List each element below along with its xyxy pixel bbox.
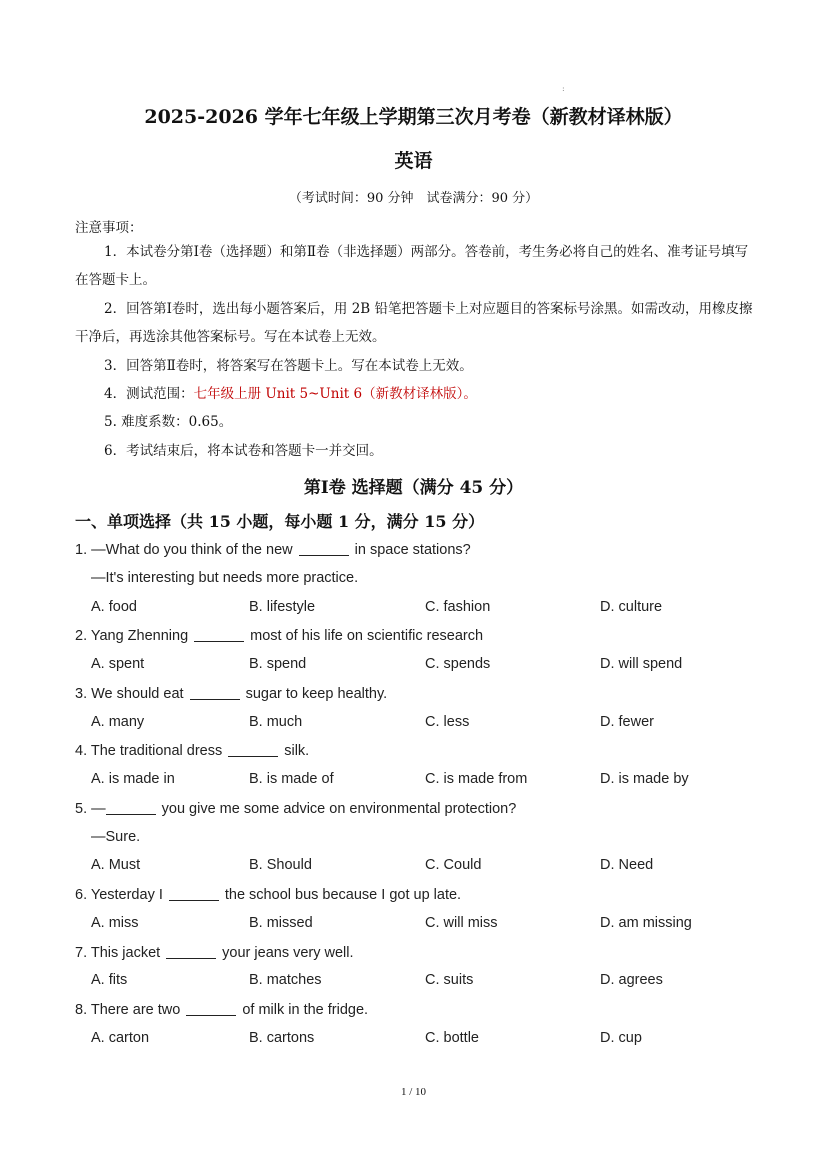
option-3d: D. fewer bbox=[600, 714, 654, 730]
question-stem-pre: 4. The traditional dress bbox=[75, 743, 223, 759]
option-8b: B. cartons bbox=[249, 1030, 315, 1046]
option-3a: A. many bbox=[91, 714, 145, 730]
option-4a: A. is made in bbox=[91, 771, 175, 787]
note-item-3: 3．回答第Ⅱ卷时，将答案写在答题卡上。写在本试卷上无效。 bbox=[104, 358, 473, 374]
question-2 bbox=[75, 627, 483, 644]
part-title: 一、单项选择（共 15 小题，每小题 1 分，满分 15 分） bbox=[75, 512, 485, 531]
option-2a: A. spent bbox=[91, 656, 145, 672]
answer-blank bbox=[190, 685, 240, 700]
question-stem-pre: 2. Yang Zhenning bbox=[75, 628, 189, 644]
option-6d: D. am missing bbox=[600, 915, 692, 931]
question-stem-pre: 5. — bbox=[75, 801, 106, 817]
exam-info: （考试时间：90 分钟 试卷满分：90 分） bbox=[288, 191, 539, 206]
option-7a: A. fits bbox=[91, 972, 128, 988]
answer-blank bbox=[106, 800, 156, 815]
question-stem-pre: 7. This jacket bbox=[75, 945, 161, 961]
page-title: 2025-2026 学年七年级上学期第三次月考卷（新教材译林版） bbox=[144, 106, 683, 128]
option-6c: C. will miss bbox=[425, 915, 498, 931]
option-8d: D. cup bbox=[600, 1030, 642, 1046]
option-5c: C. Could bbox=[425, 857, 482, 873]
answer-blank bbox=[299, 541, 349, 556]
option-2c: C. spends bbox=[425, 656, 491, 672]
notes-heading: 注意事项： bbox=[75, 220, 143, 236]
question-4 bbox=[75, 742, 309, 759]
option-8c: C. bottle bbox=[425, 1030, 479, 1046]
option-4b: B. is made of bbox=[249, 771, 334, 787]
answer-blank bbox=[194, 627, 244, 642]
option-4c: C. is made from bbox=[425, 771, 528, 787]
question-1-reply: —It's interesting but needs more practice. bbox=[91, 570, 359, 586]
section-title: 第Ⅰ卷 选择题（满分 45 分） bbox=[303, 478, 524, 498]
question-stem-pre: 8. There are two bbox=[75, 1002, 181, 1018]
option-6b: B. missed bbox=[249, 915, 313, 931]
corner-mark: : bbox=[562, 84, 565, 93]
option-7d: D. agrees bbox=[600, 972, 663, 988]
subject-title: 英语 bbox=[394, 150, 433, 172]
option-1d: D. culture bbox=[600, 599, 663, 615]
question-6 bbox=[75, 886, 461, 903]
option-7b: B. matches bbox=[249, 972, 322, 988]
question-1 bbox=[75, 541, 471, 558]
answer-blank bbox=[228, 742, 278, 757]
option-1a: A. food bbox=[91, 599, 137, 615]
note-item-5: 5. 难度系数：0.65。 bbox=[104, 414, 233, 430]
question-stem-post: you give me some advice on environmental protection? bbox=[161, 801, 517, 817]
option-5d: D. Need bbox=[600, 857, 654, 873]
question-stem-post: the school bus because I got up late. bbox=[224, 887, 462, 903]
note-item-4-label: 4．测试范围： bbox=[104, 386, 194, 402]
note-item-1: 1．本试卷分第Ⅰ卷（选择题）和第Ⅱ卷（非选择题）两部分。答卷前，考生务必将自己的姓名、准考证号填写在答题卡上。 bbox=[75, 244, 749, 288]
answer-blank bbox=[169, 886, 219, 901]
question-stem-post: silk. bbox=[284, 743, 310, 759]
note-item-6: 6．考试结束后，将本试卷和答题卡一并交回。 bbox=[104, 443, 383, 459]
question-3 bbox=[75, 685, 387, 702]
option-1c: C. fashion bbox=[425, 599, 491, 615]
option-8a: A. carton bbox=[91, 1030, 150, 1046]
question-5-reply: —Sure. bbox=[91, 829, 141, 845]
question-stem-post: sugar to keep healthy. bbox=[245, 686, 388, 702]
test-range-text: 七年级上册 Unit 5~Unit 6（新教材译林版）。 bbox=[193, 386, 477, 402]
answer-blank bbox=[166, 944, 216, 959]
option-2d: D. will spend bbox=[600, 656, 683, 672]
note-item-2: 2．回答第Ⅰ卷时，选出每小题答案后，用 2B 铅笔把答题卡上对应题目的答案标号涂黑。如需改动，用橡皮擦干净后，再选涂其他答案标号。写在本试卷上无效。 bbox=[75, 301, 753, 345]
question-stem-pre: 1. —What do you think of the new bbox=[75, 542, 293, 558]
option-2b: B. spend bbox=[249, 656, 307, 672]
answer-blank bbox=[186, 1001, 236, 1016]
question-stem-post: most of his life on scientific research bbox=[250, 628, 484, 644]
option-3c: C. less bbox=[425, 714, 470, 730]
question-7 bbox=[75, 944, 354, 961]
option-5a: A. Must bbox=[91, 857, 141, 873]
question-stem-post: of milk in the fridge. bbox=[242, 1002, 369, 1018]
question-stem-pre: 6. Yesterday I bbox=[75, 887, 163, 903]
page-number: 1 / 10 bbox=[400, 1086, 427, 1098]
question-stem-post: in space stations? bbox=[354, 542, 471, 558]
option-4d: D. is made by bbox=[600, 771, 689, 787]
question-stem-post: your jeans very well. bbox=[222, 945, 354, 961]
option-3b: B. much bbox=[249, 714, 303, 730]
option-1b: B. lifestyle bbox=[249, 599, 316, 615]
option-7c: C. suits bbox=[425, 972, 474, 988]
question-stem-pre: 3. We should eat bbox=[75, 686, 184, 702]
question-5 bbox=[75, 800, 516, 817]
question-8 bbox=[75, 1001, 368, 1018]
note-item-4 bbox=[75, 380, 755, 408]
option-5b: B. Should bbox=[249, 857, 312, 873]
option-6a: A. miss bbox=[91, 915, 139, 931]
